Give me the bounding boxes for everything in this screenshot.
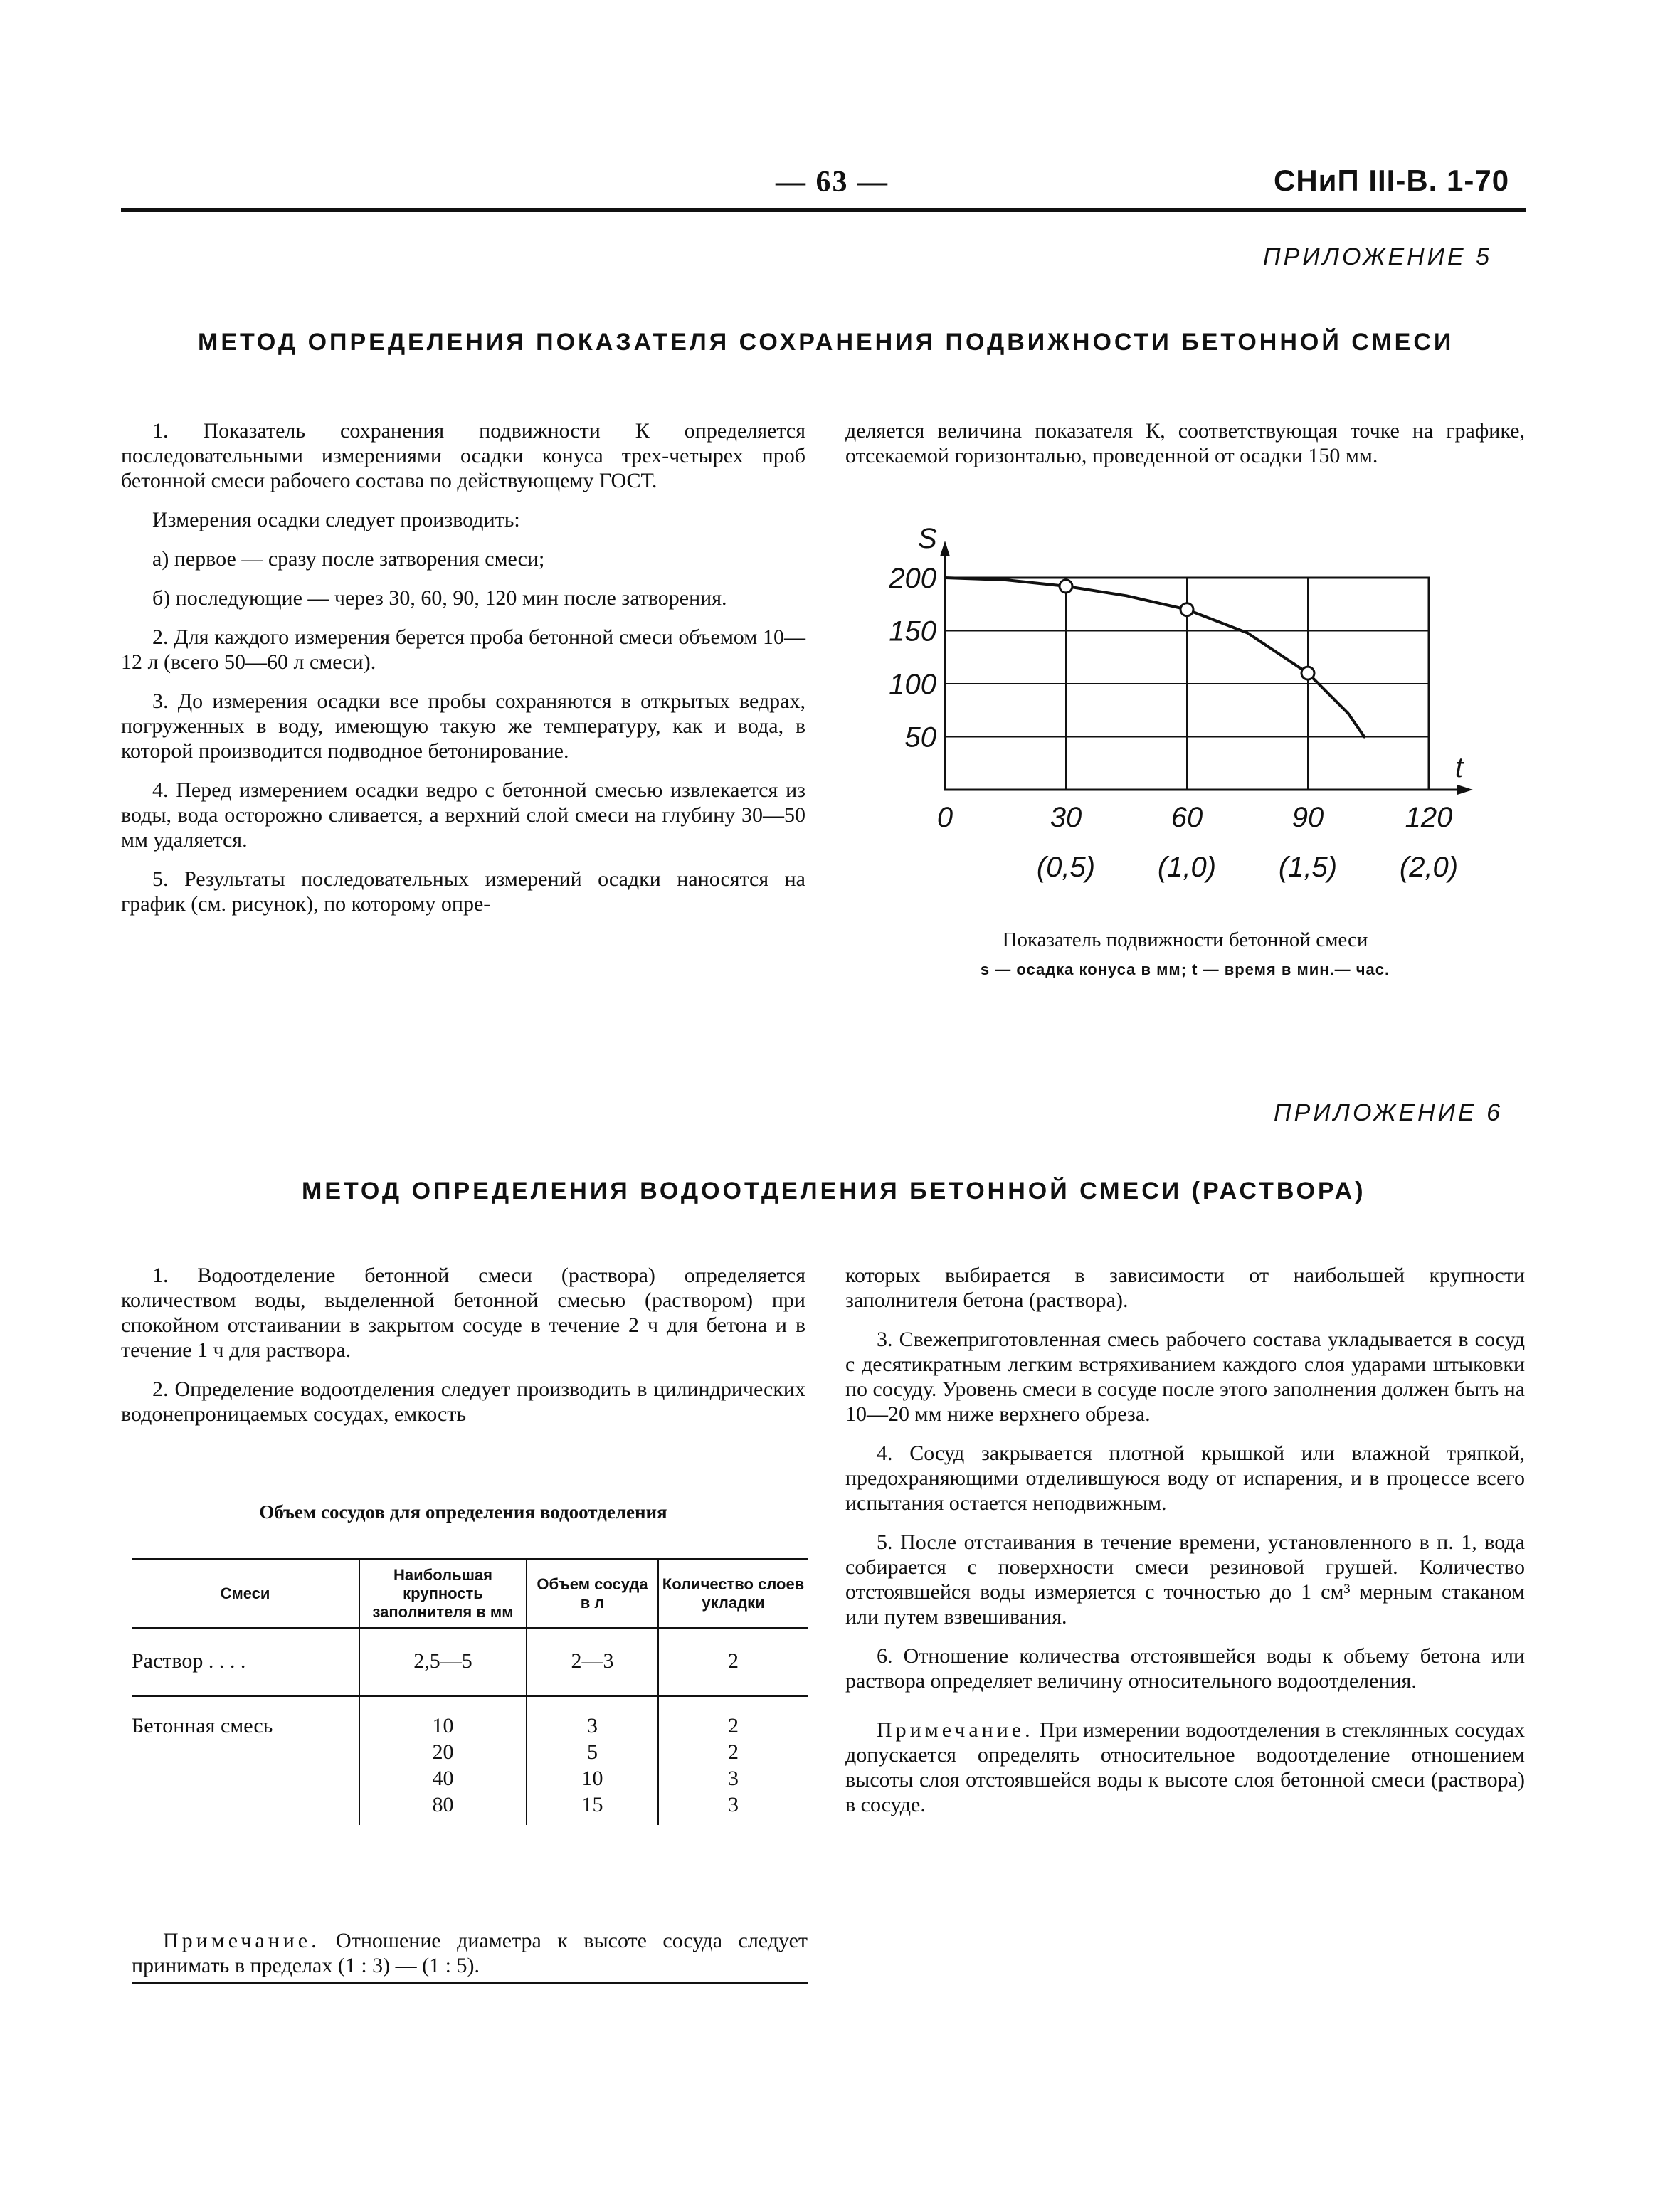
page-number: — 63 — (776, 166, 889, 199)
table-note (132, 1928, 808, 1984)
figure-legend: s — осадка конуса в мм; t — время в мин.— час. (980, 961, 1390, 978)
appendix-6-label: ПРИЛОЖЕНИЕ 6 (1274, 1099, 1504, 1126)
y-tick-label: 100 (889, 669, 936, 700)
note-text: При измерении водоотделения в стеклянных сосудах допускается определять относительное водоотделение отношением высоты слоя отстоявшейся воды к высоте слоя бетонной смеси (раствора) в сосуде. (845, 1718, 1525, 1816)
x-tick-label-hours: (0,5) (1036, 852, 1096, 883)
table-cell: 2—3 (527, 1629, 658, 1696)
figure-caption: Показатель подвижности бетонной смеси (1002, 929, 1368, 951)
appendix-5-label: ПРИЛОЖЕНИЕ 5 (1263, 243, 1493, 270)
appendix-5-left-column (121, 418, 805, 931)
table-header-row (132, 1560, 808, 1629)
table-row (132, 1629, 808, 1696)
data-point-marker (1301, 667, 1314, 679)
paragraph: 3. Свежеприготовленная смесь рабочего состава укладывается в сосуд с десятикратным легким встряхиванием каждого слоя ударами штыковки по сосуду. Уровень смеси в сосуде после этого заполнения должен быть на 10—20 мм ниже верхнего обреза. (845, 1328, 1525, 1426)
x-tick-label: 120 (1405, 802, 1453, 833)
y-tick-label: 50 (904, 721, 936, 753)
paragraph: 2. Определение водоотделения следует производить в цилиндрических водонепроницаемых сосудах, емкость (121, 1377, 805, 1426)
x-tick-label: 60 (1171, 802, 1203, 833)
appendix-6-right-column (845, 1263, 1525, 1831)
appendix-5-title: МЕТОД ОПРЕДЕЛЕНИЯ ПОКАЗАТЕЛЯ СОХРАНЕНИЯ ПОДВИЖНОСТИ БЕТОННОЙ СМЕСИ (198, 329, 1454, 356)
x-tick-label-hours: (1,5) (1278, 852, 1338, 883)
x-tick-label: 30 (1050, 802, 1082, 833)
y-tick-label: 150 (889, 615, 936, 647)
paragraph: которых выбирается в зависимости от наибольшей крупности заполнителя бетона (раствора). (845, 1264, 1525, 1312)
paragraph: Измерения осадки следует производить: (152, 508, 520, 531)
paragraph: 6. Отношение количества отстоявшейся воды к объему бетона или раствора определяет величину относительного водоотделения. (845, 1644, 1525, 1693)
table-cell: Раствор . . . . (132, 1629, 359, 1696)
x-tick-label: 0 (936, 802, 953, 833)
table-cell: 2 2 3 3 (658, 1696, 808, 1826)
data-point-marker (1060, 580, 1072, 593)
x-axis-arrow (1457, 785, 1473, 795)
paragraph: 1. Водоотделение бетонной смеси (раствора) определяется количеством воды, выделенной бетонной смесью (раствором) при спокойном отстаивании в закрытом сосуде в течение 2 ч для бетона и в течение 1 ч для раствора. (121, 1264, 805, 1362)
appendix-6-title: МЕТОД ОПРЕДЕЛЕНИЯ ВОДООТДЕЛЕНИЯ БЕТОННОЙ СМЕСИ (РАСТВОРА) (302, 1178, 1366, 1205)
table-cell: Бетонная смесь (132, 1714, 273, 1737)
paragraph: б) последующие — через 30, 60, 90, 120 мин после затворения. (152, 586, 727, 610)
note-label: Примечание. (877, 1718, 1034, 1742)
paragraph: 2. Для каждого измерения берется проба бетонной смеси объемом 10—12 л (всего 50—60 л смеси). (121, 625, 805, 674)
table-note-text: Отношение диаметра к высоте сосуда следует принимать в пределах (1 : 3) — (1 : 5). (132, 1929, 808, 1977)
table-cell: 2,5—5 (359, 1629, 527, 1696)
paragraph: 5. После отстаивания в течение времени, установленного в п. 1, вода собирается с поверхности смеси резиновой грушей. Количество отстоявшейся воды измеряется с точностью до 1 см³ мерным стаканом или путем взвешивания. (845, 1530, 1525, 1629)
appendix-6-left-column (121, 1263, 805, 1441)
table-row (132, 1696, 808, 1826)
note-paragraph (845, 1718, 1525, 1817)
table-header-cell: Количество слоев укладки (658, 1560, 808, 1629)
vessel-volume-table (132, 1558, 808, 1825)
x-axis-label: t (1455, 752, 1464, 783)
paragraph: а) первое — сразу после затворения смеси; (152, 547, 545, 571)
paragraph: 3. До измерения осадки все пробы сохраняются в открытых ведрах, погруженных в воду, имеющую такую же температуру, как и вода, в которой производится подводное бетонирование. (121, 689, 805, 763)
table-header-cell: Смеси (220, 1584, 270, 1602)
paragraph: 4. Сосуд закрывается плотной крышкой или влажной тряпкой, предохраняющими отделившуюся воду от испарения, и в процессе всего испытания остается неподвижным. (845, 1441, 1525, 1515)
y-tick-label: 200 (889, 563, 936, 594)
table-cell: 2 (658, 1629, 808, 1696)
x-tick-label-hours: (1,0) (1157, 852, 1217, 883)
slump-chart (854, 519, 1494, 939)
header-rule (121, 208, 1526, 212)
paragraph: 4. Перед измерением осадки ведро с бетонной смесью извлекается из воды, вода осторожно сливается, а верхний слой смеси на глубину 30—50 мм удаляется. (121, 778, 805, 852)
x-tick-label-hours: (2,0) (1399, 852, 1459, 883)
table-header-cell: Наибольшая крупность заполнителя в мм (359, 1560, 527, 1629)
paragraph: 5. Результаты последовательных измерений осадки наносятся на график (см. рисунок), по которому опре- (121, 867, 805, 916)
slump-curve (945, 578, 1364, 737)
y-axis-arrow (940, 541, 950, 556)
table-cell: 3 5 10 15 (527, 1696, 658, 1826)
paragraph: деляется величина показателя К, соответствующая точке на графике, отсекаемой горизонталью, проведенной от осадки 150 мм. (845, 419, 1525, 467)
table-header-cell: Объем сосуда в л (527, 1560, 658, 1629)
table-title: Объем сосудов для определения водоотделения (259, 1501, 667, 1523)
document-code: СНиП III-В. 1-70 (1274, 164, 1510, 197)
paragraph: 1. Показатель сохранения подвижности К определяется последовательными измерениями осадки конуса трех-четырех проб бетонной смеси рабочего состава по действующему ГОСТ. (121, 419, 805, 492)
table-note-label: Примечание. (163, 1929, 320, 1952)
x-tick-label: 90 (1291, 802, 1324, 833)
appendix-5-right-column (845, 418, 1525, 482)
table-cell: 10 20 40 80 (359, 1696, 527, 1826)
data-point-marker (1180, 603, 1193, 616)
y-axis-label: S (918, 523, 937, 554)
